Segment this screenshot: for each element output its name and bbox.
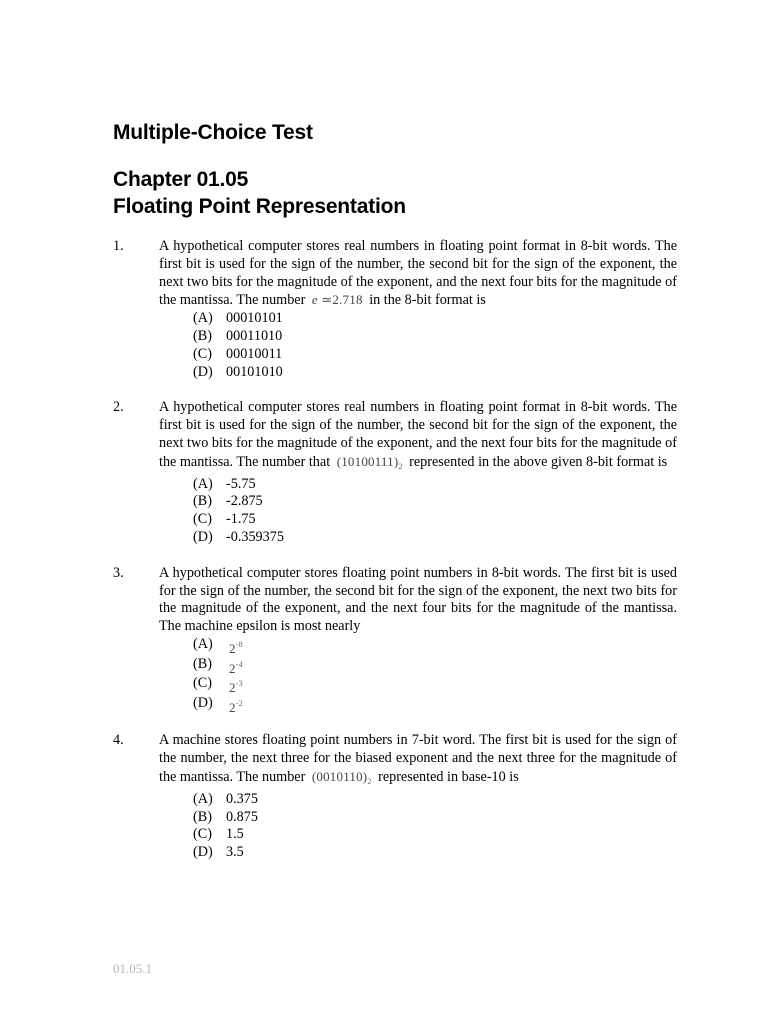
option-c[interactable]: (C) $2^{-3}$ xyxy=(193,675,243,696)
answer-options xyxy=(193,791,677,862)
test-title: Multiple-Choice Test xyxy=(113,121,313,144)
chapter-subtitle: Floating Point Representation xyxy=(113,195,406,218)
option-c[interactable]: (C) 00010011 xyxy=(193,345,283,362)
question-text: A hypothetical computer stores real numbers in floating point format in 8-bit words. The first bit is used for the sign of the number, the second bit for the sign of the exponent, the next two bits for the magnitude of the exponent, and the next four bits for the magnitude of the mantissa. The number e ≃2.718 in the 8-bit format is xyxy=(159,238,677,309)
page-footer: 01.05.1 xyxy=(113,961,152,976)
option-c[interactable]: (C) 1.5 xyxy=(193,826,244,843)
option-a[interactable]: (A) 0.375 xyxy=(193,790,258,807)
option-d[interactable]: (D) $2^{-2}$ xyxy=(193,694,243,715)
math-expression: $(0010110)_2$ xyxy=(311,768,372,786)
option-d[interactable]: (D) 3.5 xyxy=(193,844,244,861)
option-b[interactable]: (B) 00011010 xyxy=(193,327,283,344)
chapter-heading: Chapter 01.05 xyxy=(113,168,249,191)
answer-options xyxy=(193,636,677,714)
question-number: 4. xyxy=(113,732,124,749)
option-d[interactable]: (D) 00101010 xyxy=(193,363,283,380)
question-2 xyxy=(113,399,677,546)
option-b[interactable]: (B) -2.875 xyxy=(193,493,263,510)
question-text: A machine stores floating point numbers in 7-bit word. The first bit is used for the sign of the number, the next three for the biased exponent and the next three for the magnitude of the mantissa. The number $(0010110)_2$ represented in base-10 is xyxy=(159,732,677,786)
question-number: 1. xyxy=(113,238,124,254)
document-page xyxy=(113,120,677,880)
question-3 xyxy=(113,565,677,715)
answer-options xyxy=(193,476,677,547)
question-text: A hypothetical computer stores floating point numbers in 8-bit words. The first bit is used for the sign of the number, the second bit for the sign of the exponent, the next two bits for the magnitude of the exponent, and the next four bits for the magnitude of the mantissa. The machine epsilon is most nearly xyxy=(159,564,677,635)
option-d[interactable]: (D) -0.359375 xyxy=(193,528,284,545)
option-a[interactable]: (A) 00010101 xyxy=(193,310,283,327)
option-a[interactable]: (A) -5.75 xyxy=(193,475,256,492)
question-text: A hypothetical computer stores real numbers in floating point format in 8-bit words. The first bit is used for the sign of the number, the second bit for the sign of the exponent, the next two bits for the magnitude of the exponent, and the next four bits for the magnitude of the mantissa. The number that $(10100111)_2$ represented in the above given 8-bit format is xyxy=(159,399,677,471)
question-1 xyxy=(113,238,677,381)
option-a[interactable]: (A) $2^{-8}$ xyxy=(193,635,243,656)
option-b[interactable]: (B) $2^{-4}$ xyxy=(193,655,243,676)
question-number: 3. xyxy=(113,564,124,581)
option-b[interactable]: (B) 0.875 xyxy=(193,808,258,825)
question-4 xyxy=(113,732,677,862)
answer-options xyxy=(193,310,677,381)
math-expression: e ≃2.718 xyxy=(311,292,363,308)
question-number: 2. xyxy=(113,399,124,416)
math-expression: $(10100111)_2$ xyxy=(336,453,403,471)
option-c[interactable]: (C) -1.75 xyxy=(193,511,256,528)
